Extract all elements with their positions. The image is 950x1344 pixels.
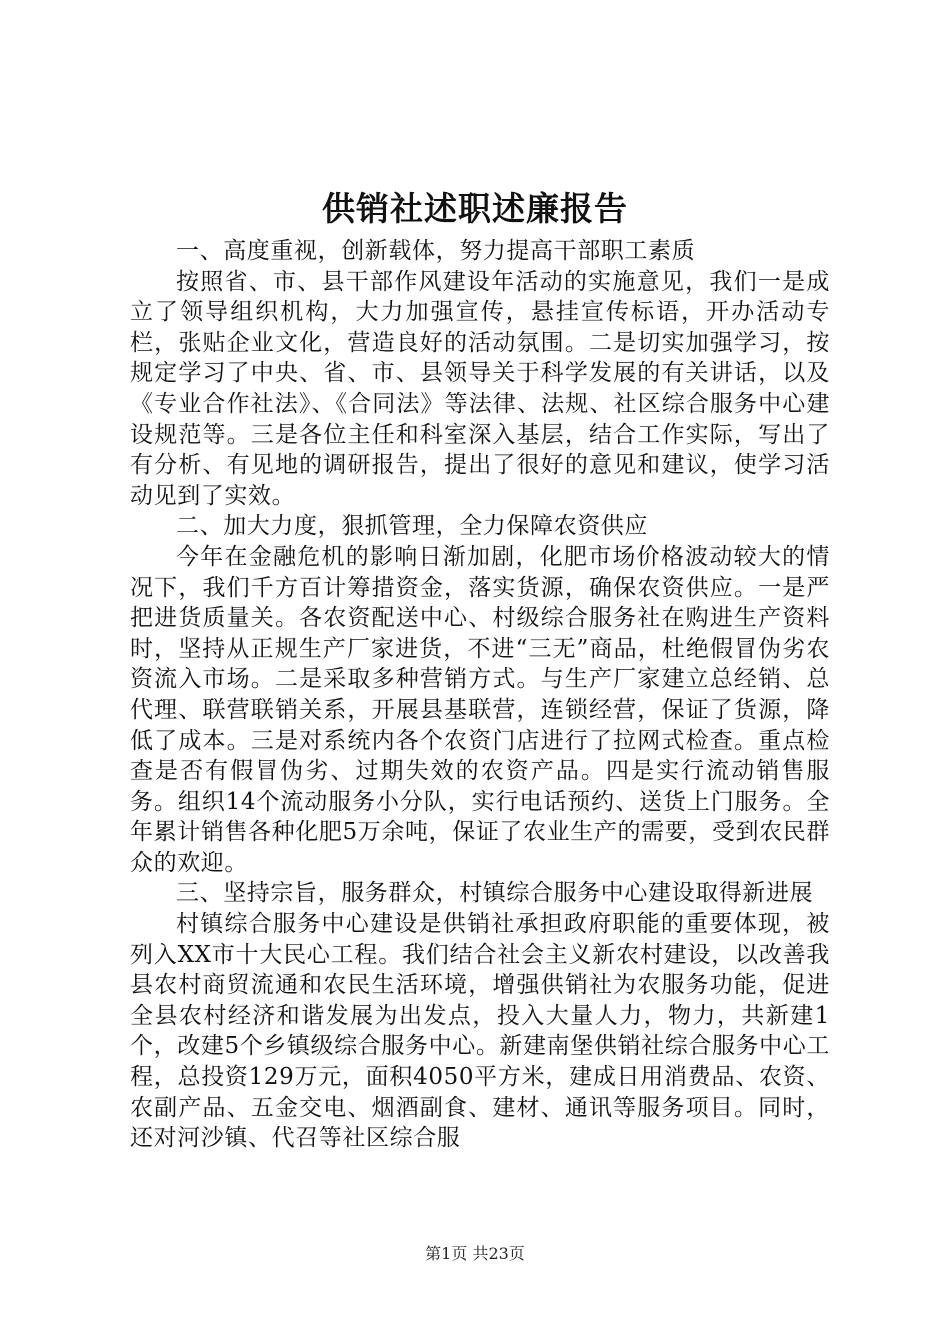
page-footer: 第1页 共23页 xyxy=(425,1244,525,1263)
document-title: 供销社述职述廉报告 xyxy=(322,189,628,228)
paragraph-2: 今年在金融危机的影响日渐加剧，化肥市场价格波动较大的情况下，我们千方百计筹措资金，落实货源，确保农资供应。一是严把进货质量关。各农资配送中心、村级综合服务社在购进生产资料时，坚持从正规生产厂家进货，不进“三无”商品，杜绝假冒伪劣农资流入市场。二是采取多种营销方式。与生产厂家建立总经销、总代理、联营联销关系，开展县基联营，连锁经营，保证了货源，降低了成本。三是对系统内各个农资门店进行了拉网式检查。重点检查是否有假冒伪劣、过期失效的农资产品。四是实行流动销售服务。组织14个流动服务小分队，实行电话预约、送货上门服务。全年累计销售各种化肥5万余吨，保证了农业生产的需要，受到农民群众的欢迎。 xyxy=(130,543,830,876)
paragraph-3: 村镇综合服务中心建设是供销社承担政府职能的重要体现，被列入XX市十大民心工程。我们结合社会主义新农村建设，以改善我县农村商贸流通和农民生活环境，增强供销社为农服务功能，促进全县农村经济和谐发展为出发点，投入大量人力，物力，共新建1个，改建5个乡镇级综合服务中心。新建南堡供销社综合服务中心工程，总投资129万元，面积4050平方米，建成日用消费品、农资、农副产品、五金交电、烟酒副食、建材、通讯等服务项目。同时，还对河沙镇、代召等社区综合服 xyxy=(130,911,830,1152)
section-heading-1: 一、高度重视，创新载体，努力提高干部职工素质 xyxy=(176,238,696,264)
section-heading-3: 三、坚持宗旨，服务群众，村镇综合服务中心建设取得新进展 xyxy=(176,880,814,907)
document-body xyxy=(130,236,830,1154)
paragraph-1: 按照省、市、县干部作风建设年活动的实施意见，我们一是成立了领导组织机构，大力加强宣传，悬挂宣传标语，开办活动专栏，张贴企业文化，营造良好的活动氛围。二是切实加强学习，按规定学习了中央、省、市、县领导关于科学发展的有关讲话，以及《专业合作社法》、《合同法》等法律、法规、社区综合服务中心建设规范等。三是各位主任和科室深入基层，结合工作实际，写出了有分析、有见地的调研报告，提出了很好的意见和建议，使学习活动见到了实效。 xyxy=(130,268,830,509)
section-heading-2: 二、加大力度，狠抓管理，全力保障农资供应 xyxy=(176,513,648,540)
